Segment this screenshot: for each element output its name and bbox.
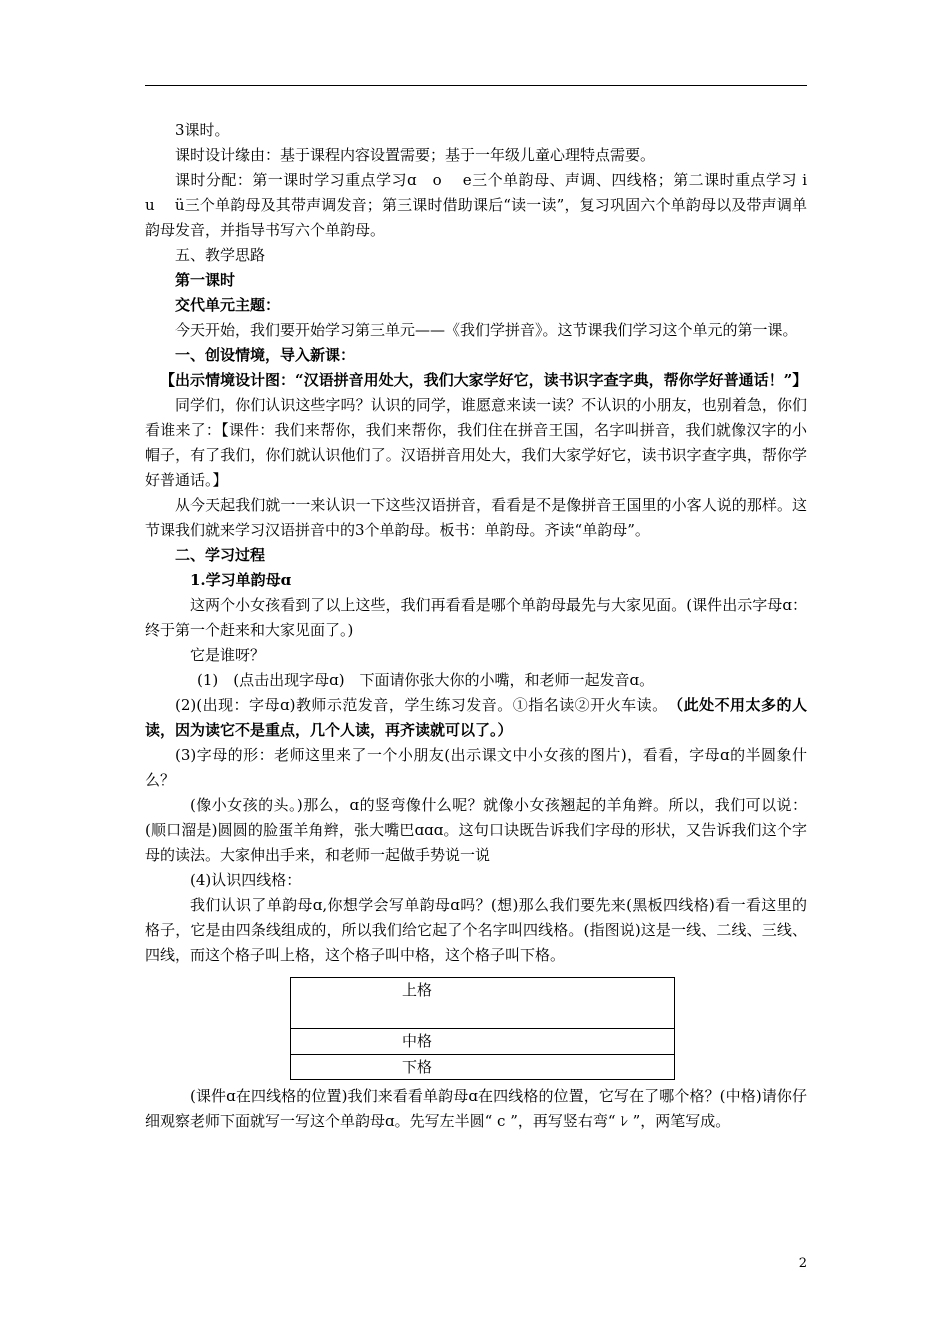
grid-lower-label: 下格 — [401, 1058, 432, 1076]
subheading: 二、学习过程 — [175, 546, 266, 564]
paragraph: 这两个小女孩看到了以上这些，我们再看看是哪个单韵母最先与大家见面。(课件出示字母ɑ：终于第一个赶来和大家见面了。) — [145, 596, 807, 639]
grid-upper — [291, 978, 674, 1028]
paragraph: 我们认识了单韵母ɑ,你想学会写单韵母ɑ吗？(想)那么我们要先来(黑板四线格)看一看这里的格子，它是由四条线组成的，所以我们给它起了个名字叫四线格。(指图说)这是一线、二线、三线、四线，而这个格子叫上格，这个格子叫中格，这个格子叫下格。 — [145, 896, 807, 964]
page-number: 2 — [798, 1256, 807, 1271]
four-line-grid — [290, 977, 675, 1080]
paragraph: (课件ɑ在四线格的位置)我们来看看单韵母ɑ在四线格的位置，它写在了哪个格？(中格)请你仔细观察老师下面就写一写这个单韵母ɑ。先写左半圆“ c ”，再写竖右弯“ ﾚ ”，两笔写成。 — [145, 1087, 807, 1130]
paragraph: 3课时。 — [175, 121, 230, 139]
paragraph: (1) (点击出现字母ɑ) 下面请你张大你的小嘴，和老师一起发音ɑ。 — [197, 671, 655, 689]
document-body — [145, 118, 827, 1134]
section-heading: 五、教学思路 — [175, 246, 266, 264]
paragraph — [145, 693, 807, 743]
paragraph: 今天开始，我们要开始学习第三单元——《我们学拼音》。这节课我们学习这个单元的第一课。 — [175, 321, 798, 339]
subheading: 1.学习单韵母ɑ — [190, 571, 292, 589]
paragraph: (3)字母的形：老师这里来了一个小朋友(出示课文中小女孩的图片)，看看，字母ɑ的半圆象什么？ — [145, 746, 807, 789]
bold-note: （此处不用太多的人读，因为读它不是重点，几个人读，再齐读就可以了。） — [145, 696, 807, 739]
header-rule — [145, 85, 807, 86]
grid-middle-label: 中格 — [401, 1032, 432, 1050]
subheading: 交代单元主题： — [175, 296, 281, 314]
paragraph-text: (2)(出现：字母ɑ)教师示范发音，学生练习发音。①指名读②开火车读。 — [175, 696, 661, 714]
paragraph: 课时设计缘由：基于课程内容设置需要；基于一年级儿童心理特点需要。 — [175, 146, 656, 164]
subheading: 一、创设情境，导入新课： — [175, 346, 356, 364]
grid-middle — [291, 1028, 674, 1054]
grid-upper-label: 上格 — [401, 981, 432, 999]
paragraph: (像小女孩的头。)那么，ɑ的竖弯像什么呢？就像小女孩翘起的羊角辫。所以，我们可以说：(顺口溜是)圆圆的脸蛋羊角辫，张大嘴巴ɑɑɑ。这句口诀既告诉我们字母的形状，又告诉我们这个字母的读法。大家伸出手来，和老师一起做手势说一说 — [145, 796, 807, 864]
lesson-title: 第一课时 — [175, 271, 236, 289]
paragraph: 从今天起我们就一一来认识一下这些汉语拼音，看看是不是像拼音王国里的小客人说的那样。这节课我们就来学习汉语拼音中的3个单韵母。板书：单韵母。齐读“单韵母”。 — [145, 496, 807, 539]
paragraph: 它是谁呀？ — [190, 646, 266, 664]
paragraph: 【出示情境设计图：“汉语拼音用处大，我们大家学好它，读书识字查字典，帮你学好普通话！”】 — [160, 371, 808, 389]
grid-lower — [291, 1054, 674, 1079]
paragraph: 课时分配：第一课时学习重点学习ɑ o e三个单韵母、声调、四线格；第二课时重点学习 i u ü三个单韵母及其带声调发音；第三课时借助课后“读一读”，复习巩固六个单韵母以及带声调单韵母发音，并指导书写六个单韵母。 — [145, 171, 827, 239]
paragraph: (4)认识四线格： — [190, 871, 302, 889]
paragraph: 同学们，你们认识这些字吗？认识的同学，谁愿意来读一读？不认识的小朋友，也别着急，你们看谁来了：【课件：我们来帮你，我们来帮你，我们住在拼音王国，名字叫拼音，我们就像汉字的小帽子，有了我们，你们就认识他们了。汉语拼音用处大，我们大家学好它，读书识字查字典，帮你学好普通话。】 — [145, 396, 807, 489]
